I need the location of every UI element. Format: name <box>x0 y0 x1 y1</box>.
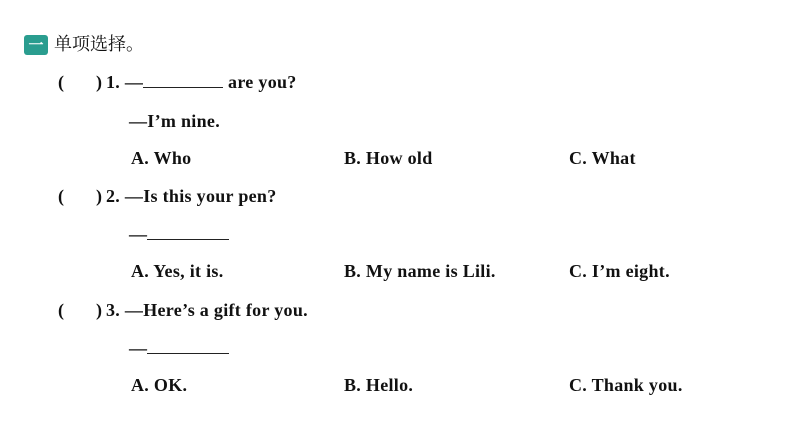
question-3-line1 <box>106 298 308 322</box>
option-a: A. Yes, it is. <box>131 261 224 281</box>
answer-paren-close: ) <box>96 72 102 92</box>
answer-paren-open: ( <box>58 186 64 206</box>
option-b: B. How old <box>344 148 433 168</box>
answer-blank[interactable] <box>147 223 229 240</box>
section-title: 单项选择。 <box>54 34 144 55</box>
option-a: A. OK. <box>131 375 188 395</box>
option-c: C. What <box>569 148 636 168</box>
question-text: are you? <box>228 72 297 92</box>
section-header <box>24 33 144 57</box>
question-text: —Here’s a gift for you. <box>124 300 308 320</box>
answer-paren-close: ) <box>96 300 102 320</box>
question-1-line2: —I’m nine. <box>129 111 221 131</box>
answer-paren-open: ( <box>58 72 64 92</box>
option-c: C. I’m eight. <box>569 261 670 281</box>
dash: — <box>129 224 148 244</box>
question-number: 2. <box>106 186 121 206</box>
answer-paren-open: ( <box>58 300 64 320</box>
question-2-line2 <box>129 222 229 246</box>
question-text: —Is this your pen? <box>124 186 277 206</box>
answer-blank[interactable] <box>143 71 223 88</box>
question-number: 1. <box>106 72 121 92</box>
dash: — <box>129 338 148 358</box>
dash: — <box>124 72 144 92</box>
question-2-line1 <box>106 184 277 208</box>
option-b: B. Hello. <box>344 375 414 395</box>
question-3-line2 <box>129 336 229 360</box>
question-number: 3. <box>106 300 121 320</box>
question-1-line1 <box>106 70 297 94</box>
answer-blank[interactable] <box>147 337 229 354</box>
option-b: B. My name is Lili. <box>344 261 496 281</box>
answer-paren-close: ) <box>96 186 102 206</box>
option-a: A. Who <box>131 148 192 168</box>
option-c: C. Thank you. <box>569 375 683 395</box>
section-number-badge: 一 <box>24 35 48 55</box>
